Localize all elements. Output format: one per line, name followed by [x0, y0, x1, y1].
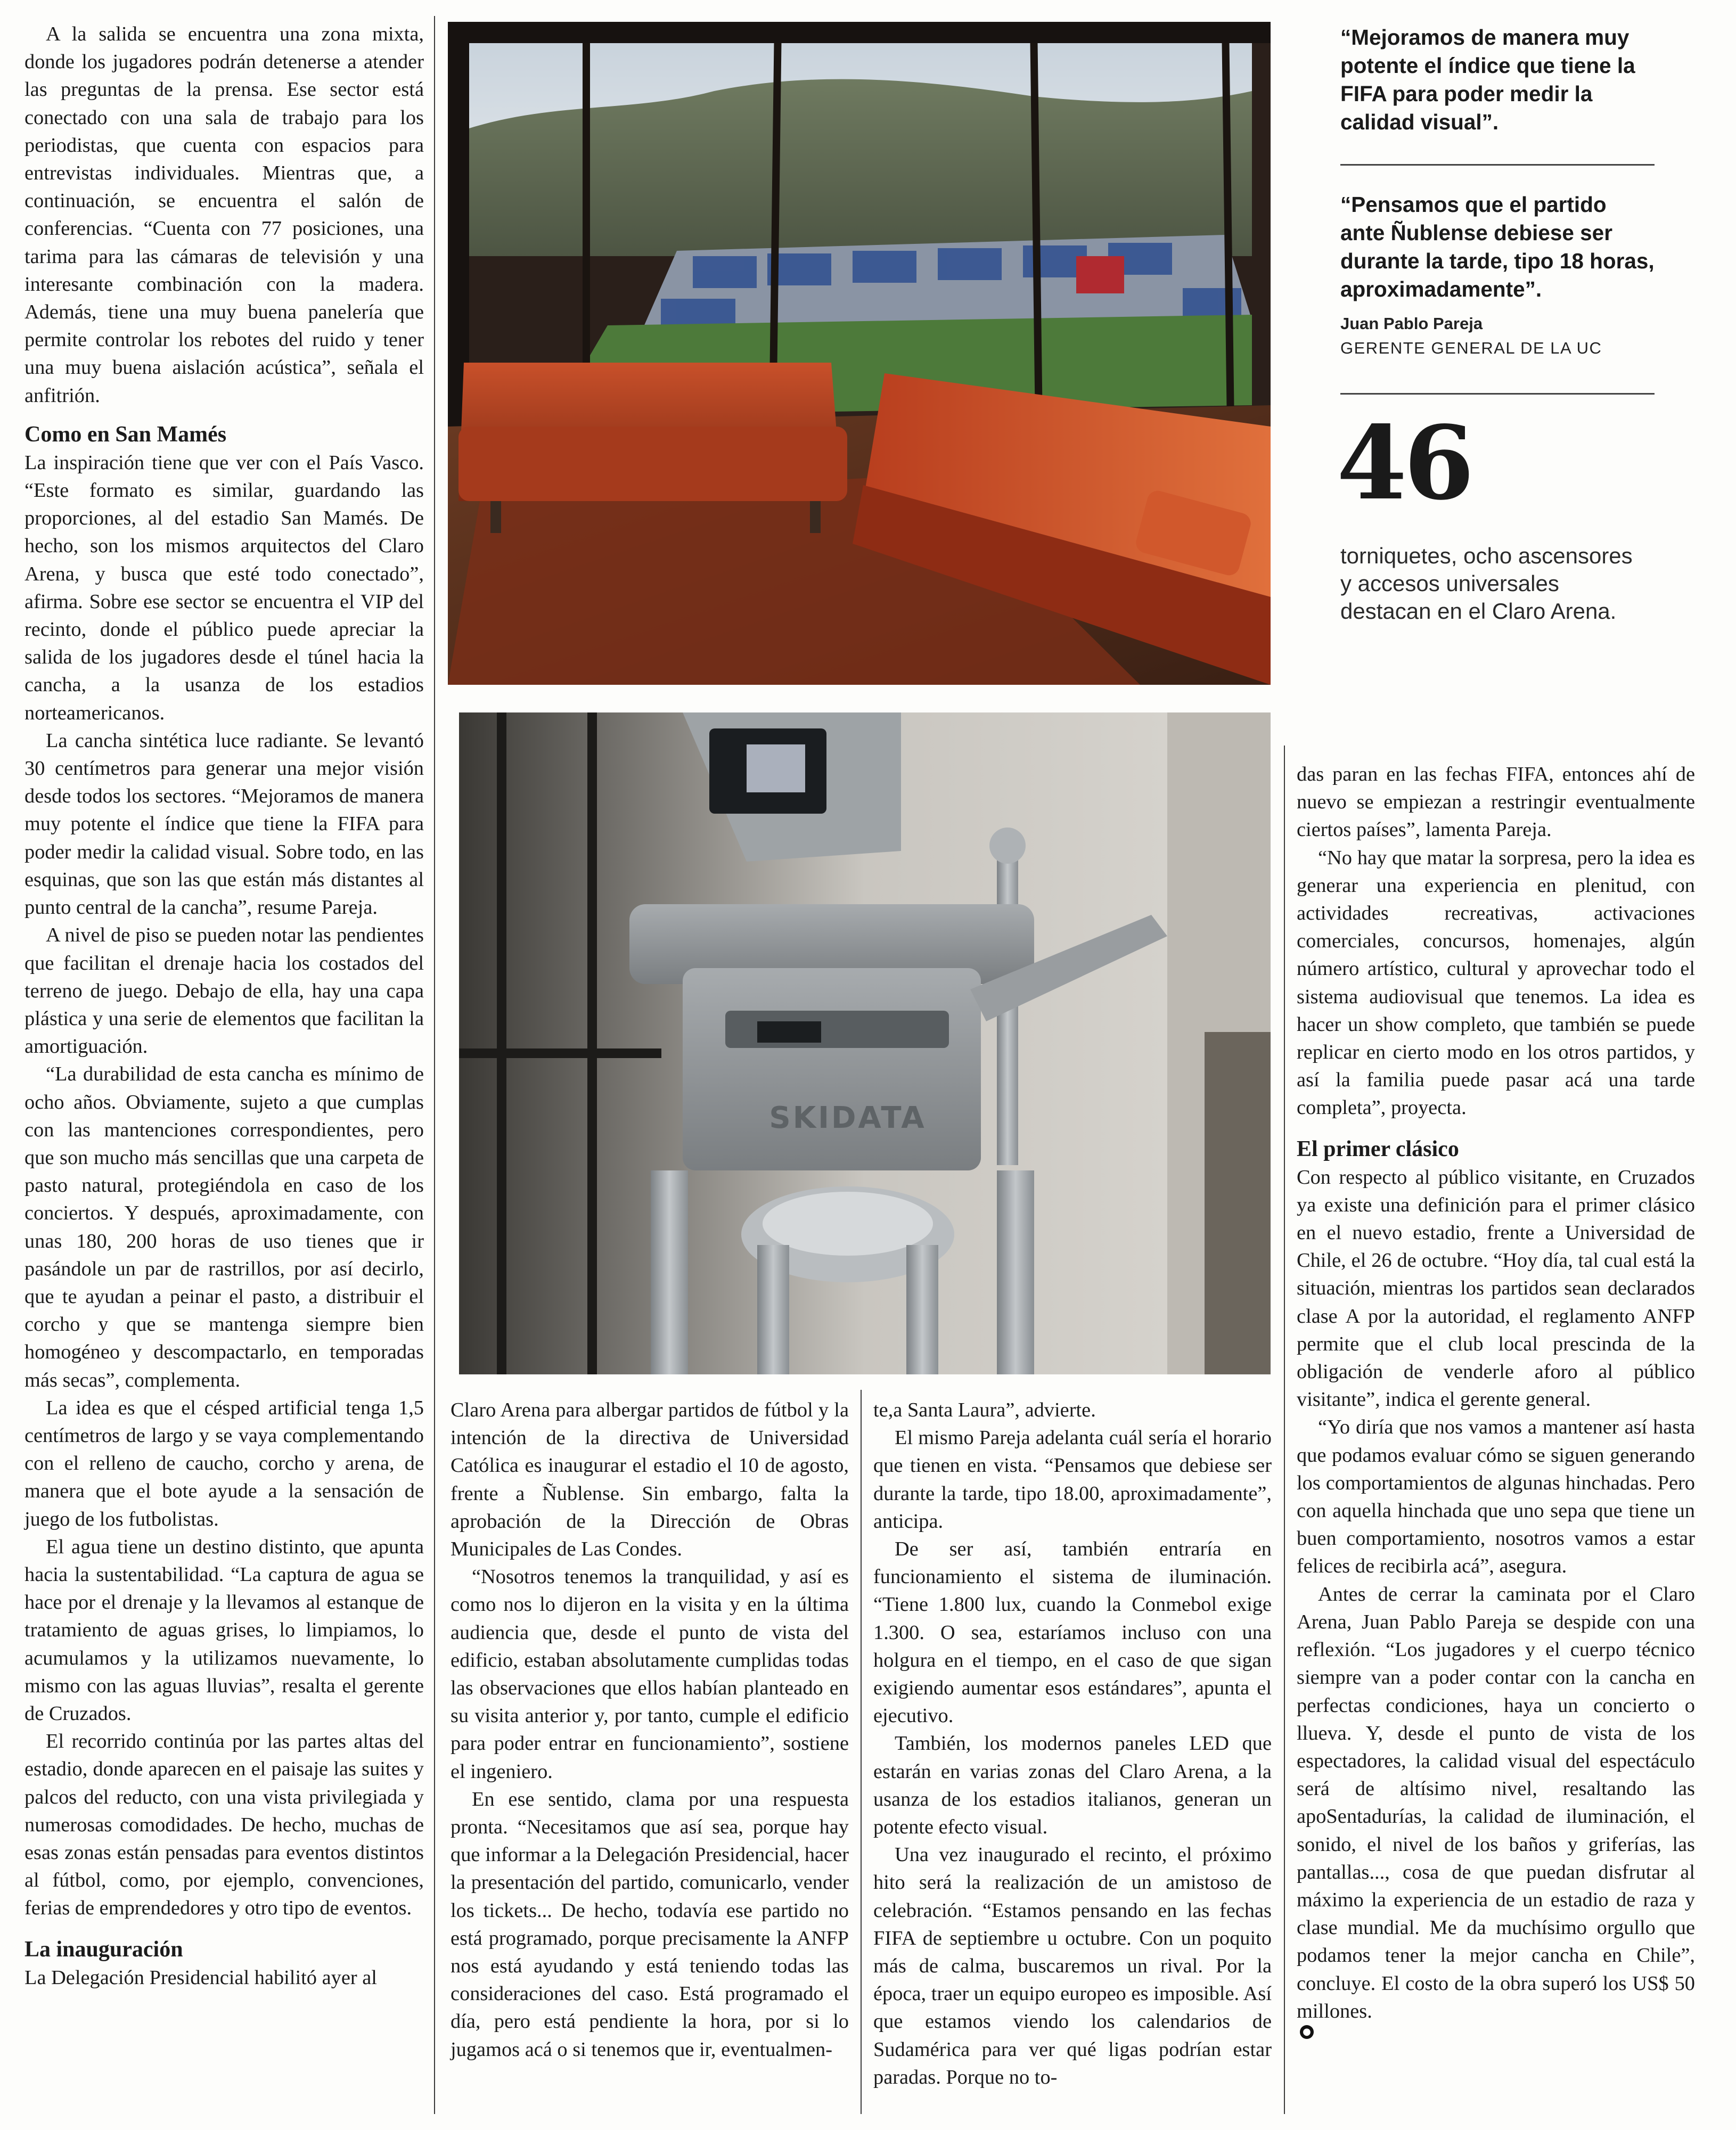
- article-column-1: [24, 20, 424, 1992]
- paragraph: te,a Santa Laura”, advierte.: [873, 1399, 1096, 1421]
- paragraph: La idea es que el césped artificial tenga 1,5 centímetros de largo y se vaya complementando con el relleno de caucho, corcho y arena, de manera que el bote ayude a la sensación de juego de los futbolistas.: [24, 1396, 424, 1530]
- pull-quote-nublense: “Pensamos que el partido ante Ñublense debiese ser durante la tarde, tipo 18 horas, aproximadamente”.: [1340, 192, 1655, 301]
- subheading-inauguracion: La inauguración: [24, 1937, 183, 1962]
- article-column-3: [873, 1396, 1272, 2091]
- column-divider: [434, 16, 435, 2114]
- paragraph: El recorrido continúa por las partes altas del estadio, donde aparecen en el paisaje las suites y palcos del reducto, con una vista privilegiada y numerosas comodidades. De hecho, muchas de esas zonas están pensadas para eventos distintos al fútbol, como, por ejemplo, convenciones, ferias de emprendedores y otro tipo de eventos.: [24, 1730, 424, 1920]
- paragraph: Claro Arena para albergar partidos de fútbol y la intención de la directiva de Universidad Católica es inaugurar el estadio el 10 de agosto, frente a Ñublense. Sin embargo, falta la aprobación de la Dirección de Obras Municipales de Las Condes.: [451, 1399, 849, 1561]
- subheading-san-mames: Como en San Mamés: [24, 422, 227, 447]
- turnstile-brand-logo: SKIDATA: [769, 1101, 927, 1135]
- paragraph: “Nosotros tenemos la tranquilidad, y así es como nos lo dijeron en la visita y en la última audiencia que, desde el punto de vista del edificio, estaban absolutamente cumplidas todas las observaciones que ellos habían planteado en su visita anterior y, por tanto, cumple el edificio para poder entrar en funcionamiento”, sostiene el ingeniero.: [451, 1566, 849, 1783]
- paragraph: La Delegación Presidencial habilitó ayer al: [24, 1966, 377, 1989]
- pull-quote-fifa: “Mejoramos de manera muy potente el índice que tiene la FIFA para poder medir la calidad visual”.: [1340, 25, 1635, 134]
- subheading-primer-clasico: El primer clásico: [1297, 1136, 1459, 1161]
- divider-line: [1340, 393, 1655, 395]
- paragraph: “La durabilidad de esta cancha es mínimo de ocho años. Obviamente, sujeto a que cumplas con las mantenciones correspondientes, pero que son mucho más sencillas que una carpeta de pasto natural, protegiéndola en caso de los conciertos. Y después, aproximadamente, con unas 180, 200 horas de uso tienes que ir pasándole un par de rastrillos, por así decirlo, que te ayudan a peinar el pasto, a distribuir el corcho y que se mantenga siempre bien homogéneo y descompactarlo, en temporadas más secas”, complementa.: [24, 1063, 424, 1391]
- article-column-4: [1297, 760, 1695, 2039]
- paragraph: De ser así, también entraría en funcionamiento el sistema de iluminación. “Tiene 1.800 lux, cuando la Conmebol exige 1.300. O sea, estaríamos incluso con una holgura en el tiempo, en el caso de que sigan exigiendo aumentar esos estándares”, apunta el ejecutivo.: [873, 1538, 1272, 1727]
- column-divider: [861, 1390, 862, 2114]
- paragraph: das paran en las fechas FIFA, entonces ahí de nuevo se empiezan a restringir eventualmente ciertos países”, lamenta Pareja.: [1297, 763, 1695, 841]
- stat-description: torniquetes, ocho ascensores y accesos universales destacan en el Claro Arena.: [1340, 543, 1633, 624]
- end-mark-icon: ●: [1300, 2025, 1314, 2039]
- paragraph: La cancha sintética luce radiante. Se levantó 30 centímetros para generar una mejor visión desde todos los sectores. “Mejoramos de manera muy potente el índice que tiene la FIFA para poder medir la calidad visual. Sobre todo, en las esquinas, que son las que están más distantes al punto central de la cancha”, resume Pareja.: [24, 729, 424, 919]
- stadium-lounge-photo: [448, 22, 1271, 685]
- paragraph: La inspiración tiene que ver con el País Vasco. “Este formato es similar, guardando las proporciones, al del estadio San Mamés. De hecho, son los mismos arquitectos del Claro Arena, y busca que esté todo conectado”, afirma. Sobre ese sector se encuentra el VIP del recinto, donde el público puede apreciar la salida de los jugadores desde el túnel hacia la cancha, a la usanza de los estadios norteamericanos.: [24, 451, 424, 724]
- divider-line: [1340, 164, 1655, 166]
- paragraph: Una vez inaugurado el recinto, el próximo hito será la realización de un amistoso de celebración. “Estamos pensando en las fechas FIFA de septiembre u octubre. Con un poquito más de calma, buscaremos un rival. Por la época, traer un equipo europeo es imposible. Así que estamos viendo los calendarios de Sudamérica para ver qué ligas podrían estar paradas. Porque no to-: [873, 1844, 1272, 2088]
- paragraph: Con respecto al público visitante, en Cruzados ya existe una definición para el primer clásico en el nuevo estadio, frente a Universidad de Chile, el 26 de octubre. “Hoy día, tal cual está la situación, mientras los partidos sean declarados clase A por la autoridad, el reglamento ANFP permite que el club local prescinda de la obligación de venderle aforo al público visitante”, indica el gerente general.: [1297, 1166, 1695, 1411]
- article-column-2: [451, 1396, 849, 2063]
- paragraph: El mismo Pareja adelanta cuál sería el horario que tienen en vista. “Pensamos que debiese ser durante la tarde, tipo 18.00, aproximadamente”, anticipa.: [873, 1427, 1272, 1533]
- paragraph: El agua tiene un destino distinto, que apunta hacia la sustentabilidad. “La captura de agua se hace por el drenaje y la llevamos al estanque de tratamiento de aguas grises, lo limpiamos, lo acumulamos y la utilizamos nuevamente, lo mismo con las aguas lluvias”, resalta el gerente de Cruzados.: [24, 1535, 424, 1725]
- turnstile-photo: [459, 712, 1271, 1374]
- paragraph: Antes de cerrar la caminata por el Claro Arena, Juan Pablo Pareja se despide con una reflexión. “Los jugadores y el cuerpo técnico siempre van a poder contar con la cancha en perfectas condiciones, haya un concierto o llueva. Y, desde el punto de vista de los espectadores, la calidad visual del espectáculo será de altísimo nivel, resaltando las apoSentadurías, la calidad de iluminación, el sonido, el nivel de los baños y griferías, las pantallas..., cosa de que puedan disfrutar al máximo la experiencia de un estadio de raza y clase mundial. Me da muchísimo orgullo que podamos tener la mejor cancha en Chile”, concluye. El costo de la obra superó los US$ 50 millones.: [1297, 1583, 1695, 2022]
- stat-number: 46: [1337, 404, 1471, 522]
- paragraph: “No hay que matar la sorpresa, pero la idea es generar una experiencia en plenitud, con actividades recreativas, activaciones comerciales, concursos, homenajes, algún número artístico, cultural y aprovechar todo el sistema audiovisual que tenemos. La idea es hacer un show completo, que también se puede replicar en cierto modo en los otros partidos, y así la familia puede pasar acá una tarde completa”, proyecta.: [1297, 846, 1695, 1119]
- paragraph: “Yo diría que nos vamos a mantener así hasta que podamos evaluar cómo se siguen generando los comportamientos de algunas hinchadas. Pero con aquella hinchada que uno sepa que tiene un buen comportamiento, nosotros vamos a estar felices de recibirla acá”, asegura.: [1297, 1416, 1695, 1578]
- paragraph: En ese sentido, clama por una respuesta pronta. “Necesitamos que así sea, porque hay que informar a la Delegación Presidencial, hacer la presentación del partido, comunicarlo, vender los tickets... De hecho, todavía ese partido no está programado, porque precisamente la ANFP nos está ayudando y está teniendo todas las consideraciones del caso. Está programado el día, pero está pendiente la hora, por si lo jugamos acá o si tenemos que ir, eventualmen-: [451, 1788, 849, 2061]
- column-divider: [1284, 746, 1285, 2114]
- paragraph: También, los modernos paneles LED que estarán en varias zonas del Claro Arena, a la usanza de los estadios italianos, generan un potente efecto visual.: [873, 1732, 1272, 1839]
- quote-author: Juan Pablo Pareja: [1340, 314, 1483, 333]
- quote-author-role: GERENTE GENERAL DE LA UC: [1340, 339, 1602, 357]
- paragraph: A nivel de piso se pueden notar las pendientes que facilitan el drenaje hacia los costados del terreno de juego. Debajo de ella, hay una capa plástica y una serie de elementos que facilitan la amortiguación.: [24, 924, 424, 1058]
- paragraph: A la salida se encuentra una zona mixta, donde los jugadores podrán detenerse a atender las preguntas de la prensa. Ese sector está conectado con una sala de trabajo para los periodistas, que cuenta con espacios para entrevistas individuales. Mientras que, a continuación, se encuentra el salón de conferencias. “Cuenta con 77 posiciones, una tarima para las cámaras de televisión y una interesante combinación con la madera. Además, tiene una muy buena panelería que permite controlar los rebotes del ruido y tener una muy buena aislación acústica”, señala el anfitrión.: [24, 23, 424, 407]
